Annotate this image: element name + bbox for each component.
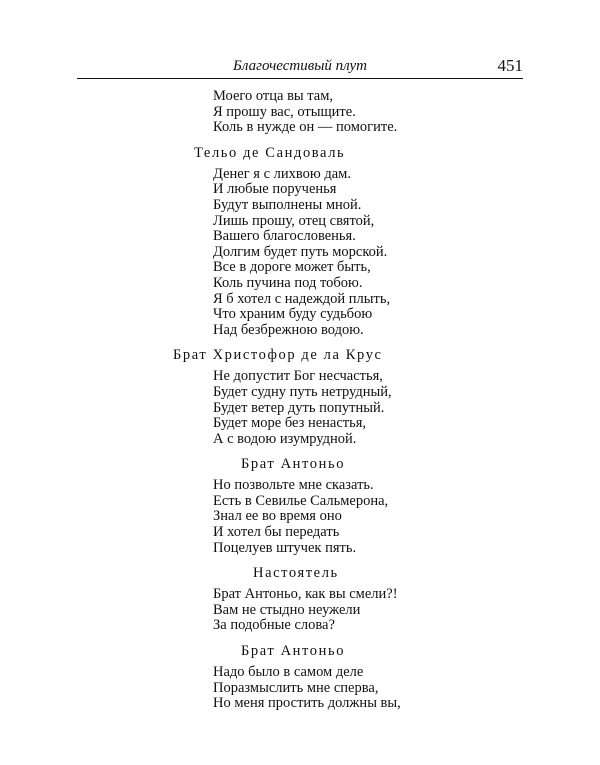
verse-line: А с водою изумрудной. xyxy=(213,430,357,447)
speaker-name: Тельо де Сандоваль xyxy=(194,144,346,161)
verse-line: Над безбрежною водою. xyxy=(213,321,364,338)
verse-line: Брат Антоньо, как вы смели?! xyxy=(213,586,398,603)
verse-line: Коль пучина под тобою. xyxy=(213,274,363,291)
verse-line: Будут выполнены мной. xyxy=(213,196,362,213)
verse-line: Знал ее во время оно xyxy=(213,508,342,525)
stanza xyxy=(213,89,543,136)
verse-line: Но меня простить должны вы, xyxy=(213,695,401,712)
verse-line: Что храним буду судьбою xyxy=(213,306,373,323)
verse-line: Будет море без ненастья, xyxy=(213,415,367,432)
verse-line: Лишь прошу, отец святой, xyxy=(213,212,375,229)
stanza xyxy=(213,478,543,556)
header-rule xyxy=(77,78,523,79)
stanza xyxy=(213,369,543,447)
verse-line: Поцелуев штучек пять. xyxy=(213,539,357,556)
verse-line: Я б хотел с надеждой плыть, xyxy=(213,290,391,307)
page-number: 451 xyxy=(497,56,523,75)
speaker-name: Брат Антоньо xyxy=(241,643,346,660)
verse-line: Будет ветер дуть попутный. xyxy=(213,399,385,416)
verse-line: За подобные слова? xyxy=(213,617,335,634)
verse-line: Все в дороге может быть, xyxy=(213,259,371,276)
running-title: Благочестивый плут xyxy=(233,58,367,74)
running-header xyxy=(77,58,523,78)
stanza xyxy=(213,167,543,339)
stanza xyxy=(213,665,543,712)
verse-line: Денег я с лихвою дам. xyxy=(213,165,351,182)
verse-line: И хотел бы передать xyxy=(213,524,340,541)
verse-line: Я прошу вас, отыщите. xyxy=(213,103,356,120)
verse-line: Будет судну путь нетрудный, xyxy=(213,383,392,400)
speaker-name: Брат Христофор де ла Крус xyxy=(173,347,383,364)
verse-line: Долгим будет путь морской. xyxy=(213,243,388,260)
stanza xyxy=(213,587,543,634)
verse-line: Но позвольте мне сказать. xyxy=(213,477,374,494)
verse-line: Надо было в самом деле xyxy=(213,664,364,681)
verse-line: Есть в Севилье Сальмерона, xyxy=(213,492,389,509)
verse-line: Вашего благословенья. xyxy=(213,228,356,245)
verse-line: Коль в нужде он — помогите. xyxy=(213,119,398,136)
verse-line: Поразмыслить мне сперва, xyxy=(213,679,379,696)
speaker-name: Брат Антоньо xyxy=(241,456,346,473)
verse-line: Вам не стыдно неужели xyxy=(213,601,361,618)
verse-line: Моего отца вы там, xyxy=(213,88,334,104)
verse-line: Не допустит Бог несчастья, xyxy=(213,368,383,385)
speaker-name: Настоятель xyxy=(253,565,339,582)
verse-line: И любые порученья xyxy=(213,181,337,198)
play-text xyxy=(173,88,543,712)
